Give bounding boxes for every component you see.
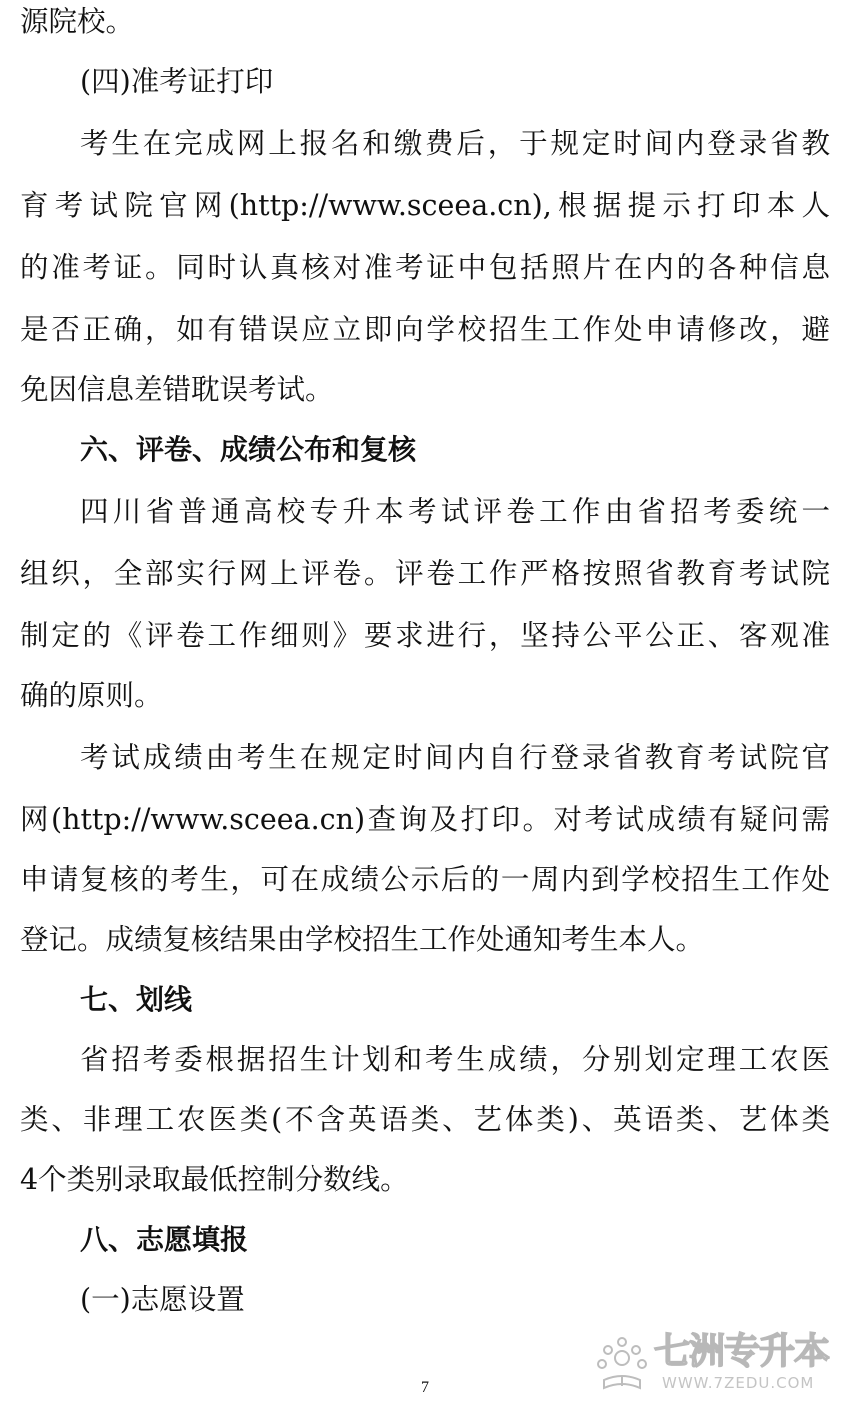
paragraph-line: 免因信息差错耽误考试。 xyxy=(20,373,334,406)
paragraph-line: 网(http://www.sceea.cn)查询及打印。对考试成绩有疑问需 xyxy=(20,803,830,836)
paragraph-line: 源院校。 xyxy=(20,5,135,38)
section-heading-score-line: 七、划线 xyxy=(80,983,193,1016)
paragraph-line: 是否正确，如有错误应立即向学校招生工作处申请修改，避 xyxy=(20,313,830,346)
paragraph-line: 四川省普通高校专升本考试评卷工作由省招考委统一 xyxy=(80,495,830,528)
watermark-url: WWW.7ZEDU.COM xyxy=(662,1374,815,1392)
paragraph-line: 育考试院官网(http://www.sceea.cn),根据提示打印本人 xyxy=(20,189,830,222)
paragraph-line: 组织，全部实行网上评卷。评卷工作严格按照省教育考试院 xyxy=(20,557,830,590)
subsection-heading-admission-ticket: (四)准考证打印 xyxy=(80,65,274,98)
page-number: 7 xyxy=(421,1379,429,1396)
paragraph-line: 制定的《评卷工作细则》要求进行，坚持公平公正、客观准 xyxy=(20,619,830,652)
paragraph-line: 考生在完成网上报名和缴费后，于规定时间内登录省教 xyxy=(80,127,830,160)
section-heading-grading: 六、评卷、成绩公布和复核 xyxy=(80,433,417,466)
paragraph-line: 确的原则。 xyxy=(20,679,163,712)
paragraph-line: 申请复核的考生，可在成绩公示后的一周内到学校招生工作处 xyxy=(20,863,830,896)
paragraph-line: 的准考证。同时认真核对准考证中包括照片在内的各种信息 xyxy=(20,251,830,284)
paragraph-line: 考试成绩由考生在规定时间内自行登录省教育考试院官 xyxy=(80,741,830,774)
watermark-brand: 七洲专升本 xyxy=(654,1331,830,1372)
paragraph-line: 省招考委根据招生计划和考生成绩，分别划定理工农医 xyxy=(80,1043,830,1076)
paragraph-line: 登记。成绩复核结果由学校招生工作处通知考生本人。 xyxy=(20,923,705,956)
paragraph-line: 4个类别录取最低控制分数线。 xyxy=(20,1163,409,1196)
section-heading-application: 八、志愿填报 xyxy=(80,1223,249,1256)
subsection-heading-volunteer-setup: (一)志愿设置 xyxy=(80,1283,245,1316)
paragraph-line: 类、非理工农医类(不含英语类、艺体类)、英语类、艺体类 xyxy=(20,1103,830,1136)
